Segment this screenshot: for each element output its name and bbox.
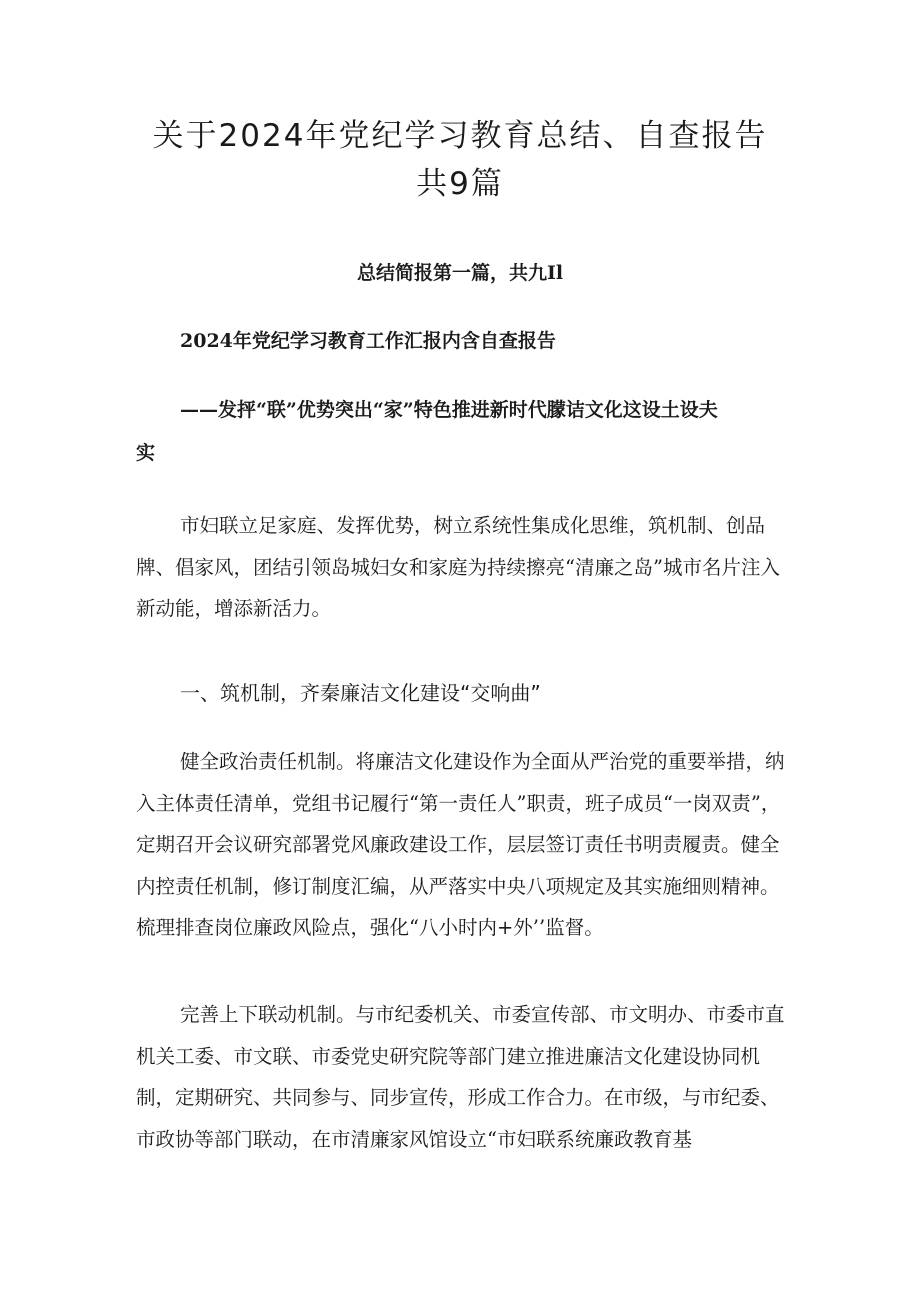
body-paragraph-2: 完善上下联动机制。与市纪委机关、市委宣传部、市文明办、市委市直机关工委、市文联、市委党史研究院等部门建立推进廉洁文化建设协同机制，定期研究、共同参与、同步宣传，形成工作合力。在市级，与市纪委、市政协等部门联动，在市清廉家风馆设立“市妇联系统廉政教育基 [136,1003,785,1151]
report-title: 2024年党纪学习教育工作汇报内含自查报告 [180,330,556,352]
report-subtitle-line2: 实 [136,442,156,464]
document-title-line2: 共9篇 [416,166,504,202]
report-subtitle-line1: ——发抨“联”优势突出“家”特色推进新时代朦诘文化这设土设夫 [180,399,718,421]
section-heading-1: 一、筑机制，齐秦廉洁文化建设“交响曲” [180,681,541,705]
body-paragraph-1: 健全政治责任机制。将廉洁文化建设作为全面从严治党的重要举措，纳入主体责任清单，党组书记履行“第一责任人”职责，班子成员“一岗双责”，定期召开会议研究部署党风廉政建设工作，层层签订责任书明责履责。健全内控责任机制，修订制度汇编，从严落实中央八项规定及其实施细则精神。梳理排查岗位廉政风险点，强化“八小时内+外’’监督。 [136,750,785,939]
summary-subheading: 总结简报第一篇，共九Il [356,262,564,284]
intro-paragraph: 市妇联立足家庭、发挥优势，树立系统性集成化思维，筑机制、创品牌、倡家风，团结引领岛城妇女和家庭为持续擦亮“清廉之岛”城市名片注入新动能，增添新活力。 [136,514,780,620]
document-title-line1: 关于2024年党纪学习教育总结、自查报告 [152,118,768,154]
